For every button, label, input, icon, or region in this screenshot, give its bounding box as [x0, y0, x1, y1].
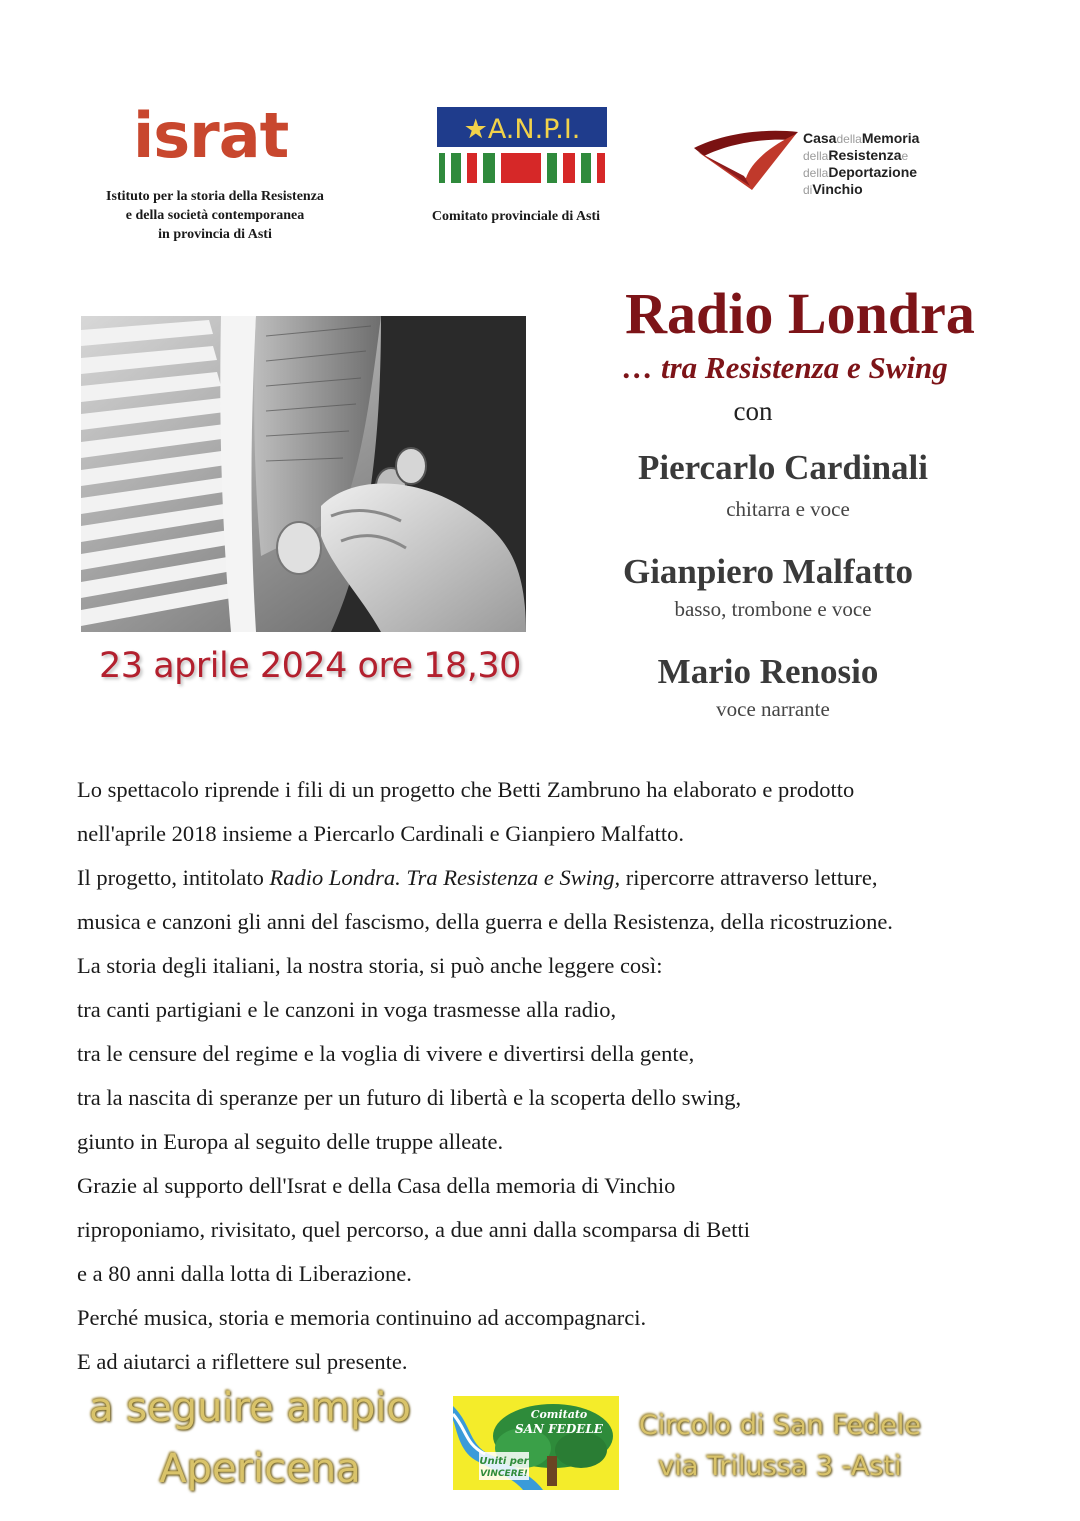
project-title: Radio Londra. Tra Resistenza e Swing,	[269, 865, 621, 890]
event-description	[77, 768, 1037, 1384]
description-line: e a 80 anni dalla lotta di Liberazione.	[77, 1261, 412, 1286]
description-line: Grazie al supporto dell'Israt e della Casa della memoria di Vinchio	[77, 1173, 676, 1198]
sanfedele-motto-1: Uniti per	[479, 1456, 529, 1467]
israt-caption-line: e della società contemporanea	[125, 208, 305, 223]
con-label: con	[733, 396, 773, 426]
performer-role: voce narrante	[716, 697, 830, 721]
description-line: Perché musica, storia e memoria continuino ad accompagnarci.	[77, 1305, 647, 1330]
israt-caption-line: Istituto per la storia della Resistenza	[106, 189, 324, 204]
anpi-logo	[437, 107, 607, 185]
description-line: tra la nascita di speranze per un futuro di libertà e la scoperta dello swing,	[77, 1085, 742, 1110]
description-line: giunto in Europa al seguito delle truppe alleate.	[77, 1129, 504, 1154]
description-line: E ad aiutarci a riflettere sul presente.	[77, 1349, 408, 1374]
performer-name: Mario Renosio	[657, 652, 879, 691]
apericena-line-2: Apericena	[159, 1446, 361, 1492]
event-date: 23 aprile 2024 ore 18,30	[99, 646, 521, 686]
anpi-wordmark: ★A.N.P.I.	[463, 114, 581, 145]
performer-role: basso, trombone e voce	[674, 597, 872, 621]
comitato-san-fedele-logo	[453, 1396, 619, 1490]
description-line: tra canti partigiani e le canzoni in voga trasmesse alla radio,	[77, 997, 617, 1022]
performer-name: Gianpiero Malfatto	[622, 552, 913, 591]
casa-line-4: diVinchio	[803, 181, 863, 197]
performer-name: Piercarlo Cardinali	[638, 448, 928, 487]
israt-logo	[133, 99, 303, 172]
event-subtitle: … tra Resistenza e Swing	[622, 350, 948, 385]
casa-memoria-logo	[692, 126, 800, 196]
description-line: La storia degli italiani, la nostra storia, si può anche leggere così:	[77, 953, 663, 978]
casa-memoria-text	[803, 130, 963, 198]
description-line: riproponiamo, rivisitato, quel percorso, a due anni dalla scomparsa di Betti	[77, 1217, 750, 1242]
sanfedele-motto-2: VINCERE!	[480, 1469, 528, 1479]
venue-name: Circolo di San Fedele	[639, 1410, 921, 1441]
israt-caption	[80, 187, 350, 244]
vintage-radio-photo	[81, 316, 526, 632]
casa-line-2: dellaResistenzae	[803, 147, 909, 163]
event-title: Radio Londra	[625, 281, 975, 346]
description-line: Lo spettacolo riprende i fili di un progetto che Betti Zambruno ha elaborato e prodotto	[77, 777, 855, 802]
israt-caption-line: in provincia di Asti	[158, 227, 272, 242]
casa-line-1: CasadellaMemoria	[803, 130, 920, 146]
venue-address: via Trilussa 3 -Asti	[658, 1451, 902, 1482]
apericena-line-1: a seguire ampio	[89, 1385, 411, 1431]
anpi-caption: Comitato provinciale di Asti	[431, 209, 601, 224]
sanfedele-top: Comitato	[530, 1408, 588, 1421]
sanfedele-name: SAN FEDELE	[515, 1422, 603, 1436]
performer-role: chitarra e voce	[726, 497, 850, 521]
israt-wordmark: israt	[133, 99, 289, 172]
description-line: Il progetto, intitolato Radio Londra. Tra Resistenza e Swing, ripercorre attraverso letture,	[77, 865, 878, 890]
description-line: musica e canzoni gli anni del fascismo, della guerra e della Resistenza, della ricostruzione.	[77, 909, 893, 934]
description-line: nell'aprile 2018 insieme a Piercarlo Cardinali e Gianpiero Malfatto.	[77, 821, 684, 846]
description-line: tra le censure del regime e la voglia di vivere e divertirsi della gente,	[77, 1041, 695, 1066]
casa-line-3: dellaDeportazione	[803, 164, 918, 180]
